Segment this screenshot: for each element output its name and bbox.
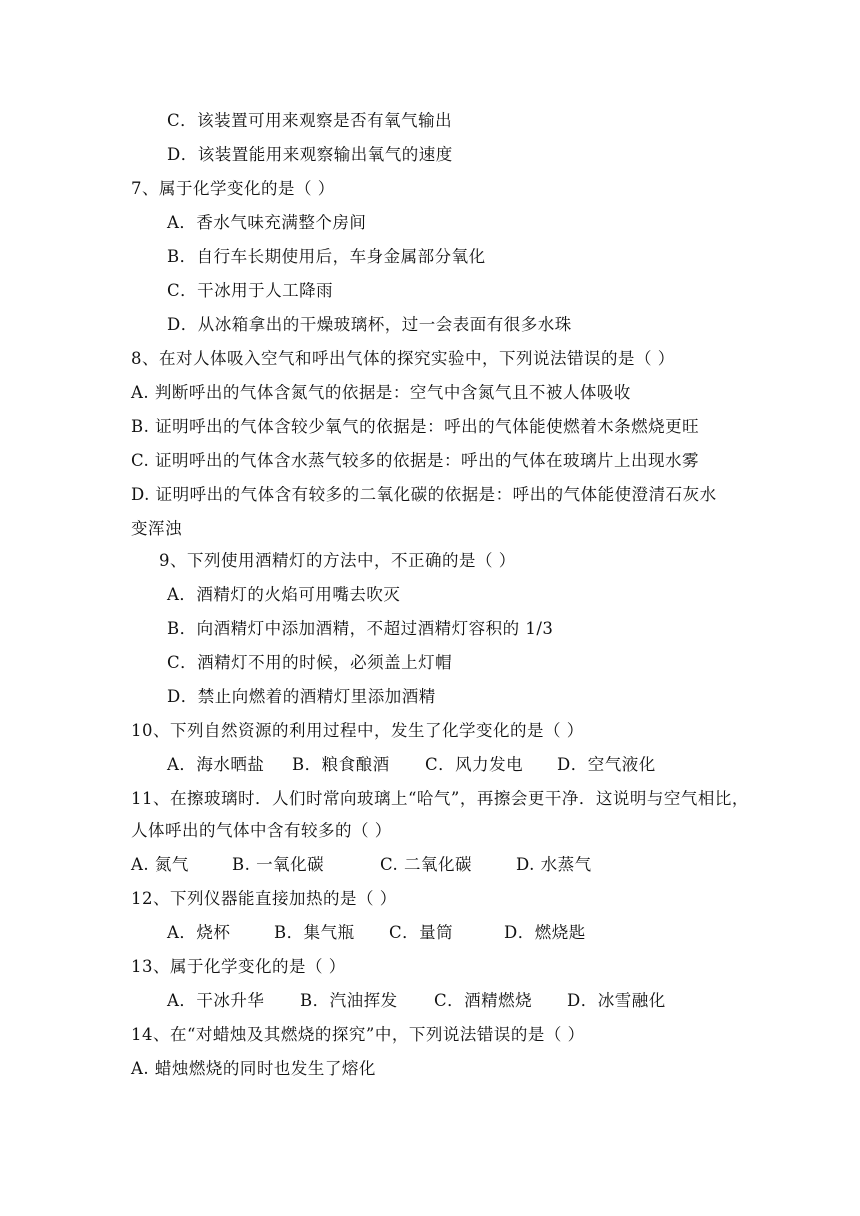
q11-option-c: C. 二氧化碳 (380, 855, 473, 874)
q12-option-d: D．燃烧匙 (504, 923, 586, 942)
q7-stem: 7、属于化学变化的是（ ） (131, 179, 335, 198)
q8-option-b: B. 证明呼出的气体含较少氧气的依据是：呼出的气体能使燃着木条燃烧更旺 (131, 417, 700, 436)
q10-option-b: B．粮食酿酒 (292, 755, 390, 774)
q8-option-a: A. 判断呼出的气体含氮气的依据是：空气中含氮气且不被人体吸收 (131, 383, 631, 402)
q13-option-d: D．冰雪融化 (567, 991, 666, 1010)
q11-option-a: A. 氮气 (131, 855, 189, 874)
q7-option-d: D．从冰箱拿出的干燥玻璃杯，过一会表面有很多水珠 (167, 315, 572, 334)
q12-option-c: C．量筒 (389, 923, 454, 942)
q13-option-a: A．干冰升华 (167, 991, 265, 1010)
q11-option-d: D. 水蒸气 (516, 855, 592, 874)
q11-options (131, 854, 592, 876)
q8-option-c: C. 证明呼出的气体含水蒸气较多的依据是：呼出的气体在玻璃片上出现水雾 (131, 451, 700, 470)
q6-option-c: C．该装置可用来观察是否有氧气输出 (167, 111, 453, 130)
q14-stem: 14、在“对蜡烛及其燃烧的探究”中，下列说法错误的是（ ） (131, 1025, 585, 1044)
q11-stem-line2: 人体呼出的气体中含有较多的（ ） (131, 821, 392, 840)
q9-stem: 9、下列使用酒精灯的方法中，不正确的是（ ） (159, 551, 516, 570)
q10-option-a: A．海水晒盐 (167, 755, 265, 774)
q9-option-b: B．向酒精灯中添加酒精，不超过酒精灯容积的 1/3 (167, 619, 554, 638)
q10-options (167, 754, 656, 776)
q10-option-c: C．风力发电 (425, 755, 524, 774)
q13-option-c: C．酒精燃烧 (434, 991, 533, 1010)
q9-option-c: C．酒精灯不用的时候，必须盖上灯帽 (167, 653, 453, 672)
q12-option-b: B．集气瓶 (274, 923, 355, 942)
q14-option-a: A. 蜡烛燃烧的同时也发生了熔化 (131, 1059, 376, 1078)
q11-stem-line1: 11、在擦玻璃时．人们时常向玻璃上“哈气”，再擦会更干净．这说明与空气相比， (131, 789, 749, 808)
q7-option-b: B．自行车长期使用后，车身金属部分氧化 (167, 247, 486, 266)
q13-options (167, 990, 666, 1012)
q10-stem: 10、下列自然资源的利用过程中，发生了化学变化的是（ ） (131, 721, 584, 740)
q10-option-d: D．空气液化 (557, 755, 656, 774)
q12-stem: 12、下列仪器能直接加热的是（ ） (131, 889, 397, 908)
q7-option-a: A．香水气味充满整个房间 (167, 213, 367, 232)
q13-option-b: B．汽油挥发 (300, 991, 398, 1010)
q13-stem: 13、属于化学变化的是（ ） (131, 957, 346, 976)
q8-option-d-line1: D. 证明呼出的气体含有较多的二氧化碳的依据是：呼出的气体能使澄清石灰水 (131, 485, 717, 504)
q12-options (167, 922, 586, 944)
q9-option-a: A．酒精灯的火焰可用嘴去吹灭 (167, 585, 401, 604)
q9-option-d: D．禁止向燃着的酒精灯里添加酒精 (167, 687, 436, 706)
q7-option-c: C．干冰用于人工降雨 (167, 281, 334, 300)
q11-option-b: B. 一氧化碳 (232, 855, 325, 874)
q12-option-a: A．烧杯 (167, 923, 231, 942)
q8-option-d-line2: 变浑浊 (131, 519, 182, 538)
q8-stem: 8、在对人体吸入空气和呼出气体的探究实验中，下列说法错误的是（ ） (131, 349, 675, 368)
q6-option-d: D．该装置能用来观察输出氧气的速度 (167, 145, 453, 164)
